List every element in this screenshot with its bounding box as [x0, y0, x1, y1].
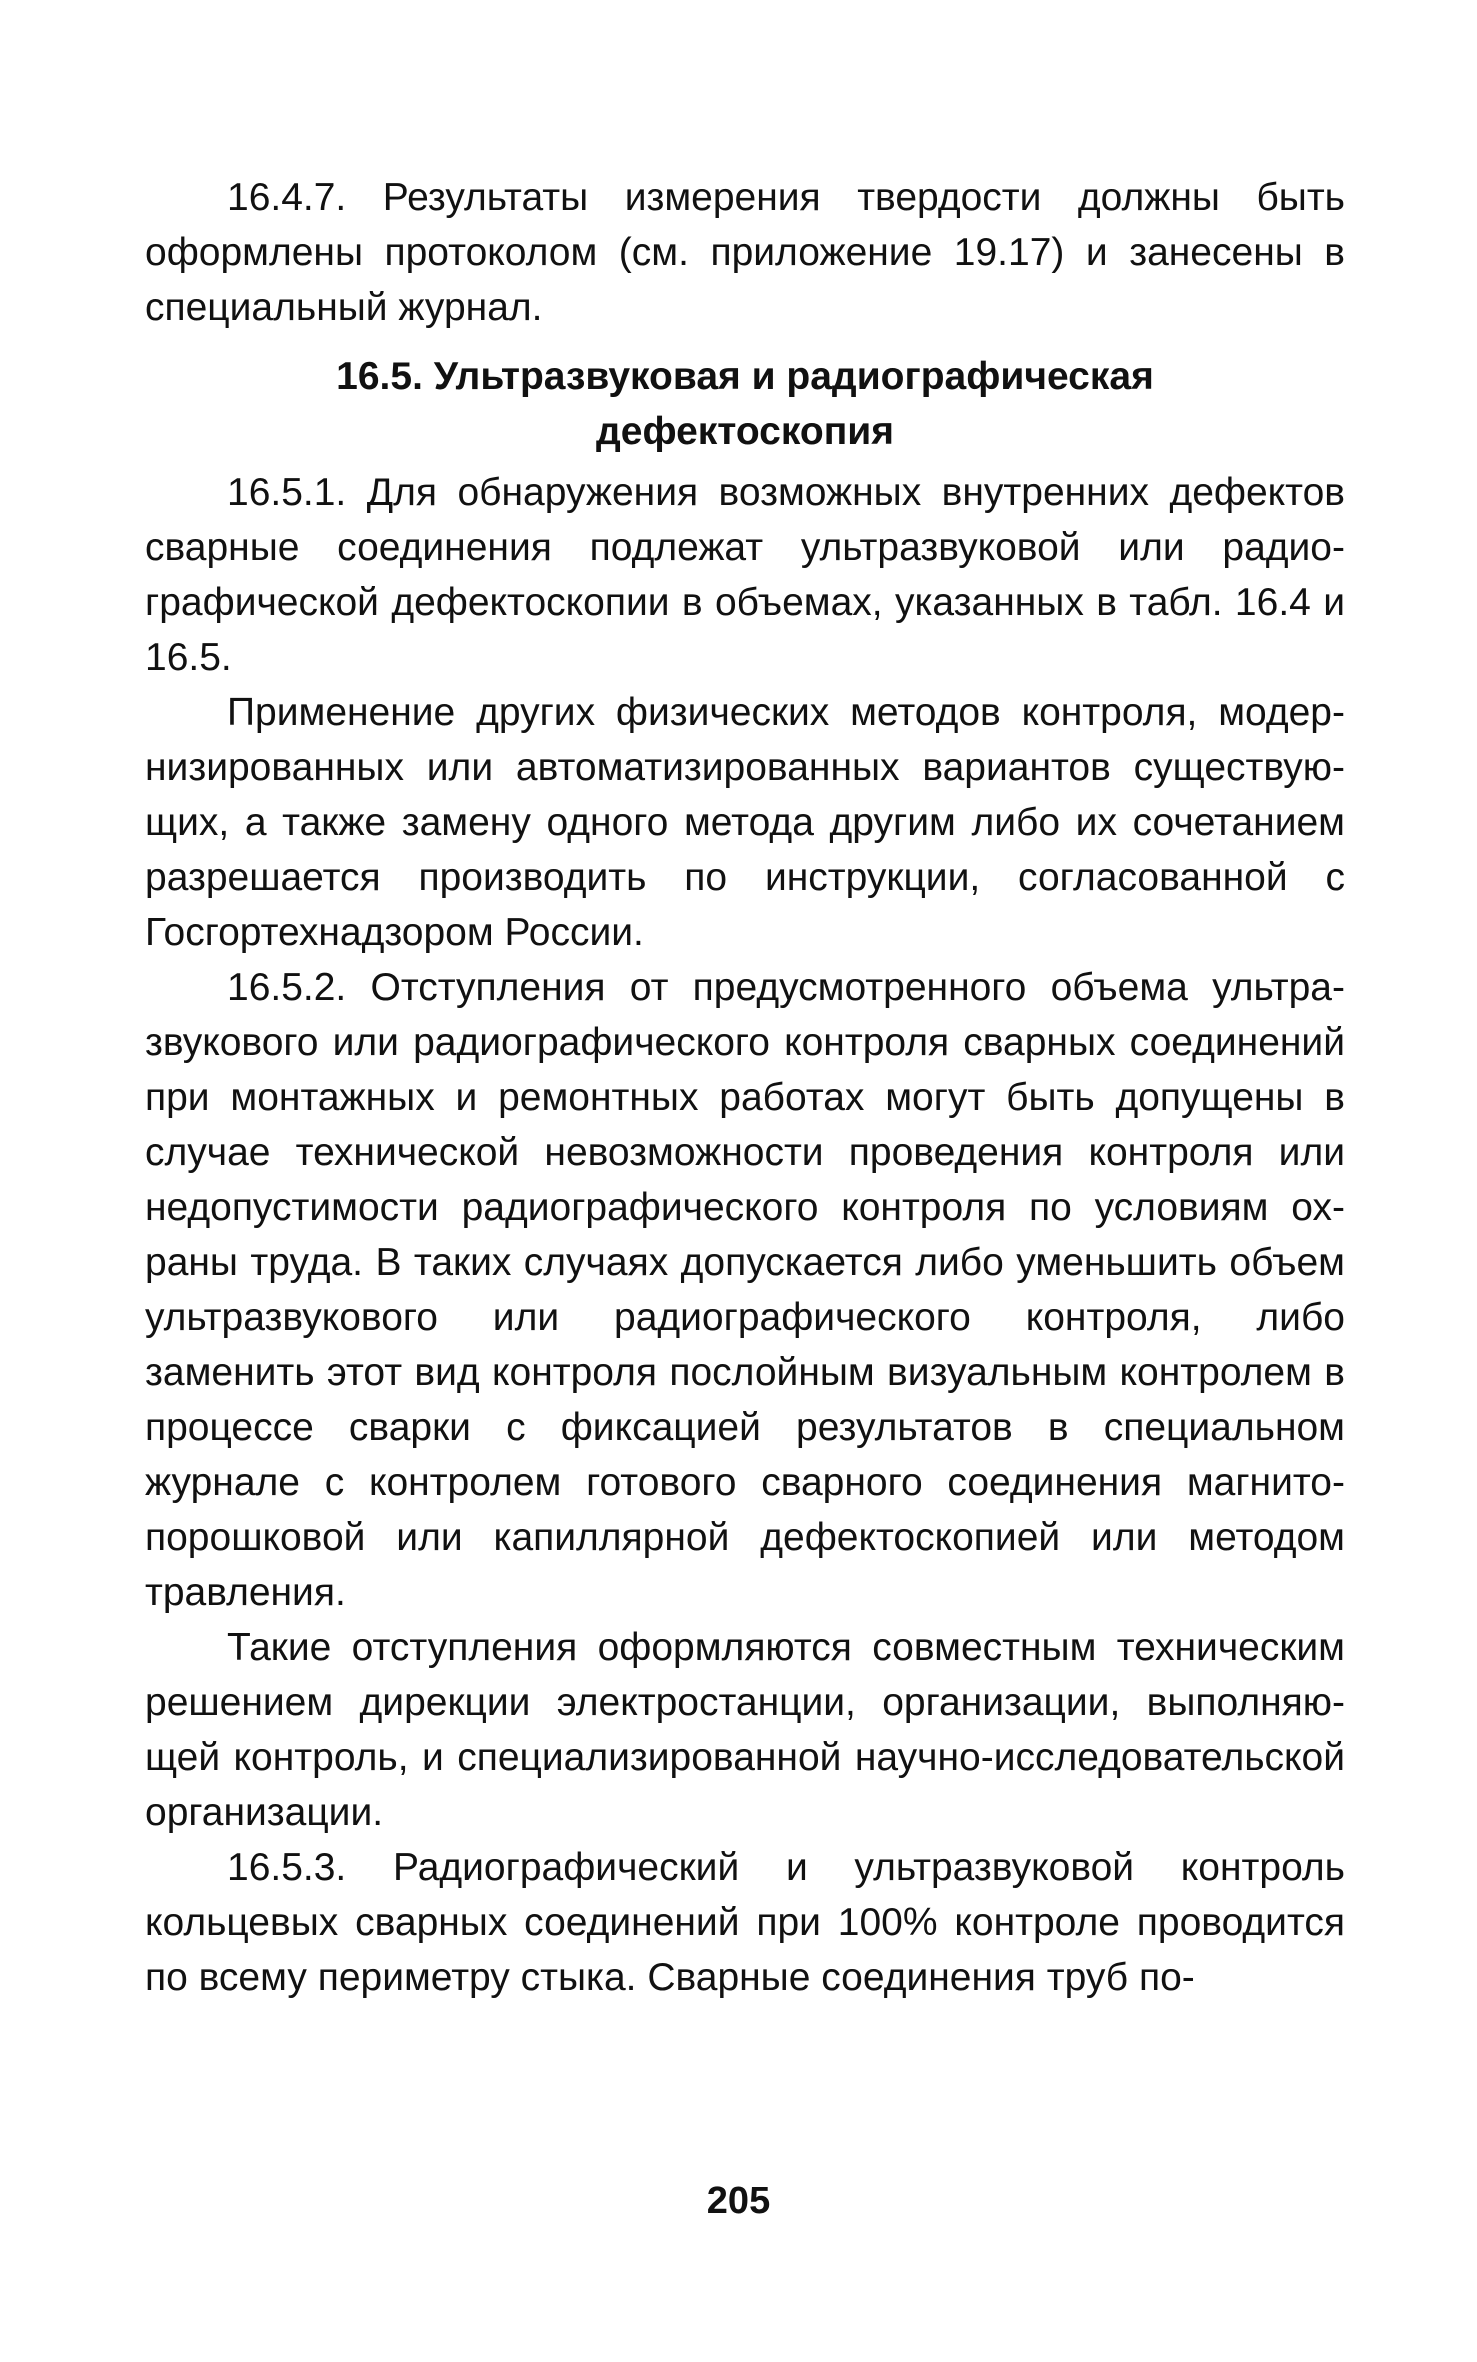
document-page	[145, 170, 1345, 2005]
section-heading-line-2: дефектоскопия	[596, 410, 894, 453]
paragraph-16-5-2: 16.5.2. Отступления от предусмотренного объема ультразвукового или радиографического контроля сварных соединений при монтажных и ремонтных работах могут быть допущены в случае технической невозможности проведения контроля или недопустимости радиографического контроля по условиям охраны труда. В таких случаях допускается либо уменьшить объем ультразвукового или радиографического контроля, либо заменить этот вид контроля послойным визуальным контролем в процессе сварки с фиксацией результатов в специальном журнале с контролем готового сварного соединения магнитопорошковой или капиллярной дефектоскопией или методом травления.	[145, 966, 1345, 1614]
paragraph-16-4-7: 16.4.7. Результаты измерения твердости должны быть оформлены протоколом (см. приложение 19.17) и занесены в специальный журнал.	[145, 176, 1345, 329]
section-heading-line-1: 16.5. Ультразвуковая и радиографическая	[336, 355, 1154, 398]
section-heading	[145, 349, 1345, 459]
paragraph-other-methods: Применение других физических методов контроля, модернизированных или автоматизированных вариантов существующих, а также замену одного метода другим либо их сочетанием разрешается производить по инструкции, согласованной с Госгортехнадзором России.	[145, 691, 1345, 954]
page-number: 205	[706, 2180, 771, 2222]
paragraph-deviations: Такие отступления оформляются совместным техническим решением дирекции электростанции, организации, выполняющей контроль, и специализированной научно-исследовательской организации.	[145, 1626, 1345, 1834]
paragraph-16-5-1: 16.5.1. Для обнаружения возможных внутренних дефектов сварные соединения подлежат ультразвуковой или радиографической дефектоскопии в объемах, указанных в табл. 16.4 и 16.5.	[145, 471, 1345, 679]
paragraph-16-5-3: 16.5.3. Радиографический и ультразвуковой контроль кольцевых сварных соединений при 100% контроле проводится по всему периметру стыка. Сварные соединения труб по-	[145, 1846, 1345, 1999]
